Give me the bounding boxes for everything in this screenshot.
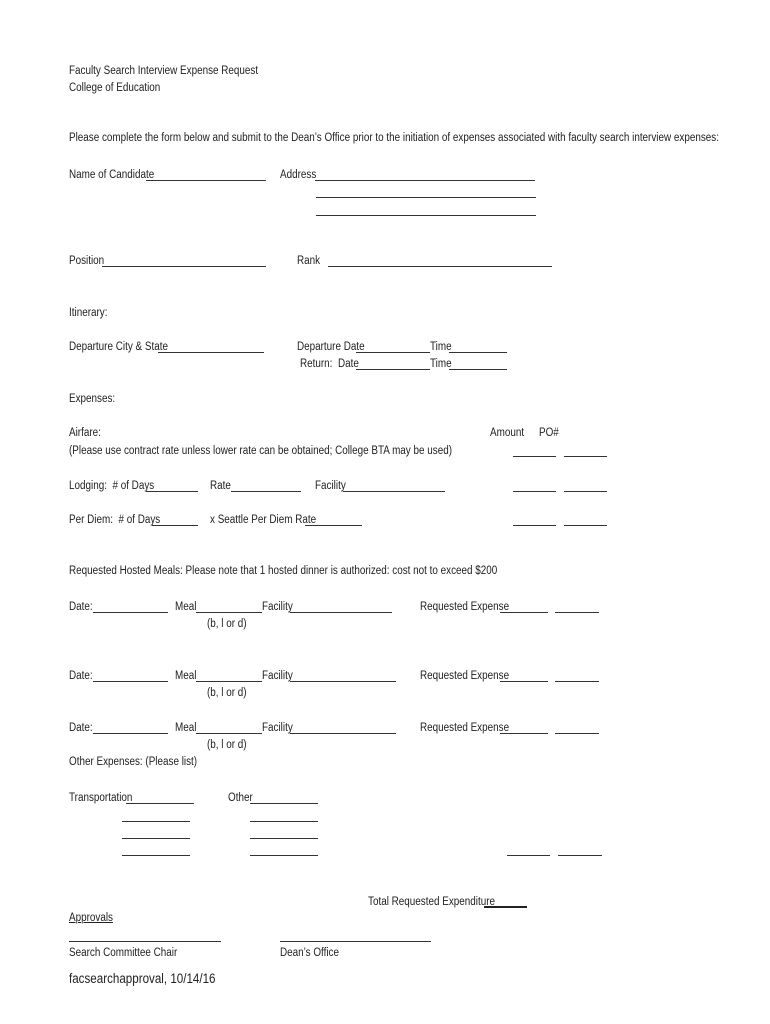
transportation-label: Transportation [69,792,133,804]
meal-3-facility-field[interactable] [290,733,396,734]
meal-3-po-field[interactable] [555,733,599,734]
meal-1-facility-field[interactable] [290,612,392,613]
chair-signature-line[interactable] [69,941,221,942]
departure-date-label: Departure Date [297,341,365,353]
meal-1-expense-label: Requested Expense [420,601,510,613]
instructions-text: Please complete the form below and submit to the Dean’s Office prior to the initiation of expenses associated with faculty search interview expenses: [69,132,719,144]
per-diem-po-field[interactable] [564,525,607,526]
other-po-field[interactable] [558,855,602,856]
airfare-po-field[interactable] [564,456,607,457]
meal-1-hint: (b, l or d) [207,618,247,630]
transportation-field-3[interactable] [122,838,190,839]
meal-2-meal-field[interactable] [196,681,262,682]
meal-1-date-field[interactable] [93,612,168,613]
meal-2-meal-label: Meal [175,670,197,682]
departure-time-field[interactable] [449,352,507,353]
rank-field[interactable] [328,266,552,267]
meal-2-facility-field[interactable] [290,681,396,682]
other-field-4[interactable] [250,855,318,856]
meal-3-meal-label: Meal [175,722,197,734]
meal-1-meal-label: Meal [175,601,197,613]
other-field-2[interactable] [250,821,318,822]
total-field[interactable] [484,906,527,908]
return-time-label: Time [430,358,452,370]
meal-3-amount-field[interactable] [500,733,548,734]
meal-2-date-field[interactable] [93,681,168,682]
return-label: Return: [300,358,333,370]
lodging-rate-label: Rate [210,480,231,492]
other-amount-field[interactable] [507,855,550,856]
seattle-rate-field[interactable] [305,525,362,526]
address-line-2-field[interactable] [316,197,536,198]
meal-1-po-field[interactable] [555,612,599,613]
meal-2-facility-label: Facility [262,670,293,682]
airfare-label: Airfare: [69,427,101,439]
meal-1-facility-label: Facility [262,601,293,613]
lodging-rate-field[interactable] [231,491,301,492]
itinerary-heading: Itinerary: [69,307,108,319]
meal-2-hint: (b, l or d) [207,687,247,699]
total-label: Total Requested Expenditure [368,896,496,908]
meal-2-po-field[interactable] [555,681,599,682]
meal-2-date-label: Date: [69,670,93,682]
lodging-facility-label: Facility [315,480,346,492]
transportation-field-2[interactable] [122,821,190,822]
dean-signature-line[interactable] [280,941,431,942]
hosted-meals-note: Requested Hosted Meals: Please note that 1 hosted dinner is authorized: cost not to exceed $200 [69,565,498,577]
lodging-amount-field[interactable] [513,491,556,492]
lodging-po-field[interactable] [564,491,607,492]
departure-time-label: Time [430,341,452,353]
meal-3-date-field[interactable] [93,733,168,734]
departure-city-label: Departure City & State [69,341,168,353]
meal-3-hint: (b, l or d) [207,739,247,751]
position-field[interactable] [102,266,266,267]
meal-3-facility-label: Facility [262,722,293,734]
meal-1-amount-field[interactable] [500,612,548,613]
po-header: PO# [539,427,559,439]
form-title: Faculty Search Interview Expense Request [69,65,259,77]
address-line-1-field[interactable] [315,180,535,181]
return-date-label: Date [338,358,359,370]
meal-1-meal-field[interactable] [196,612,262,613]
form-id: facsearchapproval, 10/14/16 [69,971,216,986]
meal-3-meal-field[interactable] [196,733,262,734]
departure-city-field[interactable] [158,352,264,353]
lodging-days-field[interactable] [146,491,198,492]
meal-3-expense-label: Requested Expense [420,722,510,734]
college-name: College of Education [69,82,161,94]
meal-1-date-label: Date: [69,601,93,613]
other-expenses-heading: Other Expenses: (Please list) [69,756,198,768]
seattle-rate-label: x Seattle Per Diem Rate [210,514,317,526]
other-field-1[interactable] [250,803,318,804]
transportation-field-4[interactable] [122,855,190,856]
return-time-field[interactable] [449,369,507,370]
meal-2-amount-field[interactable] [500,681,548,682]
amount-header: Amount [490,427,525,439]
rank-label: Rank [297,255,321,267]
return-date-field[interactable] [356,369,430,370]
airfare-amount-field[interactable] [513,456,556,457]
lodging-facility-field[interactable] [343,491,445,492]
chair-label: Search Committee Chair [69,947,178,959]
dean-label: Dean’s Office [280,947,340,959]
departure-date-field[interactable] [356,352,430,353]
transportation-field-1[interactable] [126,803,194,804]
approvals-heading: Approvals [69,912,113,924]
airfare-note: (Please use contract rate unless lower rate can be obtained; College BTA may be used) [69,445,452,457]
candidate-name-field[interactable] [146,180,266,181]
candidate-name-label: Name of Candidate [69,169,155,181]
meal-2-expense-label: Requested Expense [420,670,510,682]
position-label: Position [69,255,105,267]
per-diem-days-label: Per Diem: # of Days [69,514,161,526]
other-field-3[interactable] [250,838,318,839]
lodging-days-label: Lodging: # of Days [69,480,155,492]
expenses-heading: Expenses: [69,393,116,405]
per-diem-amount-field[interactable] [513,525,556,526]
address-label: Address [280,169,317,181]
per-diem-days-field[interactable] [152,525,198,526]
other-label: Other [228,792,253,804]
meal-3-date-label: Date: [69,722,93,734]
address-line-3-field[interactable] [316,215,536,216]
